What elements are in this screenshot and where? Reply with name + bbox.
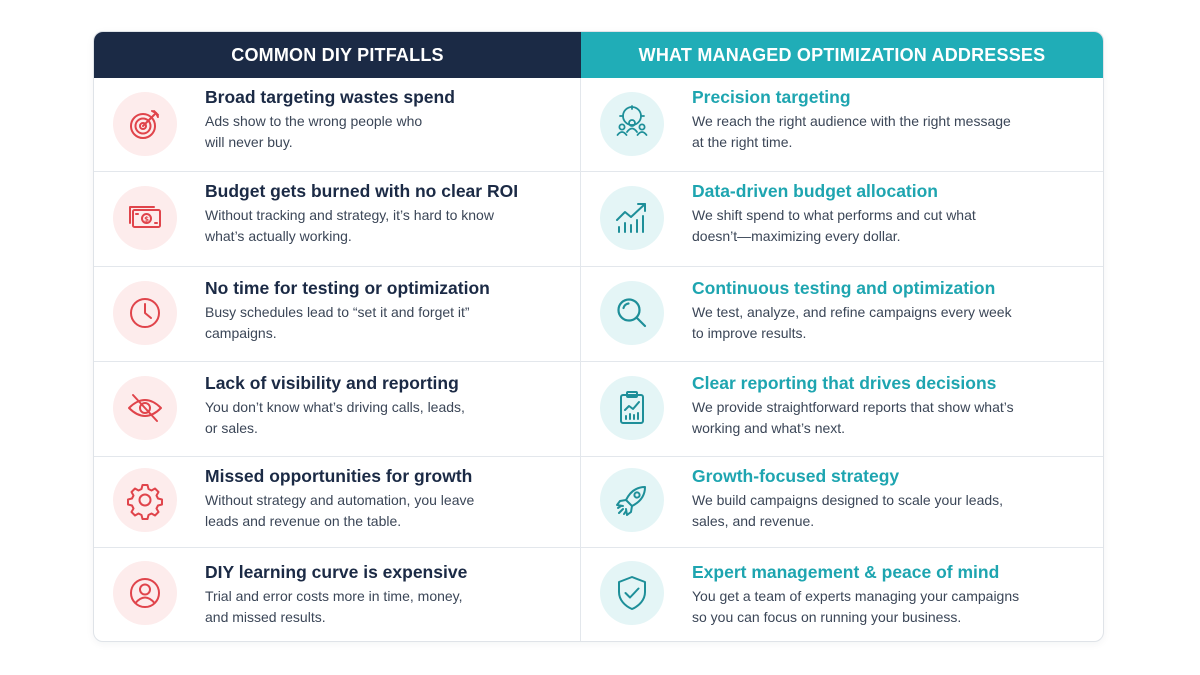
money-bill-icon — [113, 186, 177, 250]
table-row — [94, 266, 1103, 361]
solution-title: Growth-focused strategy — [692, 466, 900, 486]
solution-cell — [581, 172, 1103, 266]
desc-line: and missed results. — [205, 609, 326, 625]
solution-desc — [692, 586, 1087, 628]
rocket-icon — [600, 468, 664, 532]
pitfall-title: No time for testing or optimization — [205, 278, 490, 298]
desc-line: We test, analyze, and refine campaigns every week — [692, 304, 1012, 320]
table-row — [94, 547, 1103, 642]
pitfall-title: Budget gets burned with no clear ROI — [205, 181, 519, 201]
desc-line: leads and revenue on the table. — [205, 513, 402, 529]
eye-slash-icon — [113, 376, 177, 440]
solution-desc — [692, 397, 1087, 439]
desc-line: We provide straightforward reports that show what’s — [692, 399, 1014, 415]
solution-title: Clear reporting that drives decisions — [692, 373, 997, 393]
solution-desc — [692, 302, 1087, 344]
pitfalls-header: COMMON DIY PITFALLS — [94, 32, 581, 78]
table-row — [94, 456, 1103, 547]
pitfall-desc — [205, 205, 564, 247]
desc-line: or sales. — [205, 420, 258, 436]
target-icon — [113, 92, 177, 156]
desc-line: what’s actually working. — [205, 228, 352, 244]
table-header — [94, 32, 1103, 78]
desc-line: will never buy. — [205, 134, 293, 150]
desc-line: to improve results. — [692, 325, 807, 341]
pitfall-title: DIY learning curve is expensive — [205, 562, 468, 582]
pitfall-cell — [94, 267, 581, 361]
solution-cell — [581, 548, 1103, 642]
user-icon — [113, 561, 177, 625]
solutions-header: WHAT MANAGED OPTIMIZATION ADDRESSES — [581, 32, 1103, 78]
desc-line: You don’t know what’s driving calls, leads, — [205, 399, 465, 415]
solution-title: Expert management & peace of mind — [692, 562, 1000, 582]
solution-desc — [692, 205, 1087, 247]
desc-line: We reach the right audience with the right message — [692, 113, 1011, 129]
solution-cell — [581, 362, 1103, 456]
pitfall-cell — [94, 362, 581, 456]
desc-line: Ads show to the wrong people who — [205, 113, 423, 129]
audience-icon — [600, 92, 664, 156]
magnifier-icon — [600, 281, 664, 345]
desc-line: Without tracking and strategy, it’s hard to know — [205, 207, 494, 223]
pitfall-desc — [205, 586, 564, 628]
solution-title: Precision targeting — [692, 87, 851, 107]
growth-chart-icon — [600, 186, 664, 250]
pitfall-cell — [94, 457, 581, 547]
pitfall-title: Broad targeting wastes spend — [205, 87, 455, 107]
pitfall-desc — [205, 302, 564, 344]
solution-desc — [692, 111, 1087, 153]
table-row — [94, 361, 1103, 456]
desc-line: at the right time. — [692, 134, 793, 150]
solution-cell — [581, 457, 1103, 547]
solution-title: Continuous testing and optimization — [692, 278, 996, 298]
solution-title: Data-driven budget allocation — [692, 181, 938, 201]
desc-line: Without strategy and automation, you leave — [205, 492, 475, 508]
desc-line: We shift spend to what performs and cut what — [692, 207, 976, 223]
pitfall-desc — [205, 397, 564, 439]
pitfall-desc — [205, 490, 564, 532]
clipboard-report-icon — [600, 376, 664, 440]
pitfall-cell — [94, 548, 581, 642]
desc-line: campaigns. — [205, 325, 277, 341]
desc-line: doesn’t—maximizing every dollar. — [692, 228, 901, 244]
desc-line: Busy schedules lead to “set it and forget it” — [205, 304, 470, 320]
clock-icon — [113, 281, 177, 345]
pitfall-desc — [205, 111, 564, 153]
pitfall-cell — [94, 78, 581, 171]
table-rows — [94, 78, 1103, 642]
gear-icon — [113, 468, 177, 532]
table-row — [94, 78, 1103, 171]
shield-check-icon — [600, 561, 664, 625]
pitfall-cell — [94, 172, 581, 266]
table-row — [94, 171, 1103, 266]
desc-line: Trial and error costs more in time, money, — [205, 588, 463, 604]
solution-cell — [581, 78, 1103, 171]
desc-line: so you can focus on running your business. — [692, 609, 962, 625]
desc-line: You get a team of experts managing your campaigns — [692, 588, 1020, 604]
svg-text:$: $ — [144, 215, 149, 224]
desc-line: working and what’s next. — [692, 420, 846, 436]
pitfall-title: Missed opportunities for growth — [205, 466, 473, 486]
pitfall-title: Lack of visibility and reporting — [205, 373, 459, 393]
comparison-table — [93, 31, 1104, 642]
desc-line: sales, and revenue. — [692, 513, 815, 529]
solution-cell — [581, 267, 1103, 361]
desc-line: We build campaigns designed to scale your leads, — [692, 492, 1004, 508]
solution-desc — [692, 490, 1087, 532]
